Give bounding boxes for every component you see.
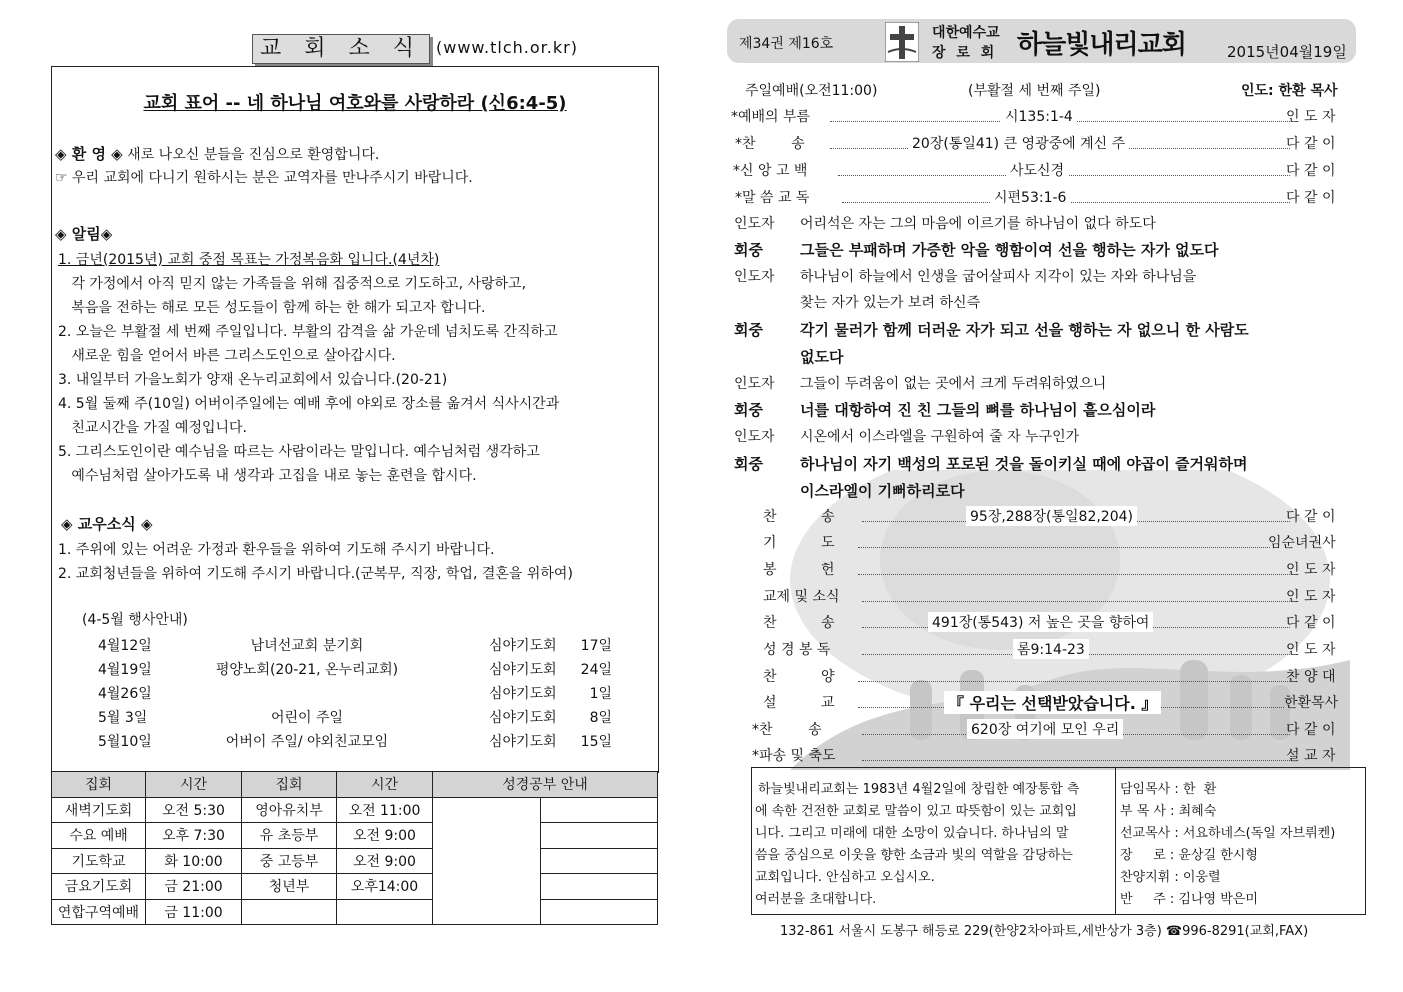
- notice-line: 2. 오늘은 부활절 세 번째 주일입니다. 부활의 감격을 삶 가운데 넘치도록 간직하고: [58, 324, 558, 340]
- table-cell: 오전 5:30: [146, 797, 242, 823]
- reading-role: 회중: [734, 401, 763, 419]
- about-line: 교회입니다. 안심하고 오십시오.: [755, 870, 935, 885]
- table-header: 집회: [242, 772, 337, 798]
- table-cell: 오후 7:30: [146, 823, 242, 849]
- church-motto: 교회 표어 -- 네 하나님 여호와를 사랑하라 (신6:4-5): [143, 93, 567, 114]
- order-item: 620장 여기에 모인 우리: [967, 719, 1123, 739]
- reading-text: 어리석은 자는 그의 마음에 이르기를 하나님이 없다 하도다: [800, 216, 1156, 232]
- table-cell: [242, 899, 337, 925]
- notice-line: 각 가정에서 아직 믿지 않는 가족들을 위해 집중적으로 기도하고, 사랑하고,: [58, 276, 527, 292]
- reading-text: 그들이 두려움이 없는 곳에서 크게 두려워하였으니: [800, 376, 1107, 392]
- order-label: 기 도: [763, 535, 835, 551]
- notice-line: 5. 그리스도인이란 예수님을 따르는 사람이라는 말입니다. 예수님처럼 생각하고: [58, 444, 540, 460]
- staff-line: 부 목 사 : 최혜숙: [1120, 804, 1217, 819]
- order-label: *파송 및 축도: [752, 748, 836, 764]
- reading-role: 인도자: [734, 376, 775, 392]
- event-prayer: 심야기도회: [489, 710, 557, 726]
- order-item: 20장(통일41) 큰 영광중에 계신 주: [908, 133, 1129, 153]
- event-date: 4월19일: [98, 662, 152, 678]
- table-cell: 기도학교: [52, 848, 146, 874]
- reading-text: 찾는 자가 있는가 보려 하신즉: [800, 295, 981, 311]
- order-who: 다 같 이: [1286, 190, 1336, 206]
- meeting-schedule-table: [51, 771, 658, 925]
- order-label: *신 앙 고 백: [733, 163, 808, 179]
- order-who: 다 같 이: [1286, 722, 1336, 738]
- leader-dots: [858, 547, 1270, 548]
- reading-role: 회중: [734, 321, 763, 339]
- staff-line: 찬양지휘 : 이웅렬: [1120, 870, 1221, 885]
- table-header: 집회: [52, 772, 146, 798]
- table-header: 시간: [337, 772, 433, 798]
- order-label: 찬 송: [763, 509, 835, 525]
- staff-line: 선교목사 : 서요하네스(독일 자브뤼켄): [1120, 826, 1336, 841]
- order-label: *찬 송: [752, 722, 822, 738]
- bulletin-date: 2015년04월19일: [1227, 43, 1347, 61]
- order-item: 사도신경: [1006, 160, 1068, 180]
- event-prayer: 심야기도회: [489, 734, 557, 750]
- staff-line: 장 로 : 윤상길 한시형: [1120, 848, 1258, 863]
- event-prayer-date: 24일: [580, 662, 612, 678]
- cross-logo-icon: [885, 22, 919, 62]
- table-cell: 유 초등부: [242, 823, 337, 849]
- order-who: 다 같 이: [1286, 615, 1336, 631]
- about-line: 씀을 중심으로 이웃을 향한 소금과 빛의 역할을 감당하는: [755, 848, 1073, 863]
- order-label: 설 교: [763, 695, 835, 711]
- event-prayer-date: 15일: [580, 734, 612, 750]
- welcome-line: ◈ 환 영 ◈ 새로 나오신 분들을 진심으로 환영합니다.: [55, 145, 380, 163]
- order-who: 설 교 자: [1286, 748, 1336, 764]
- table-cell: 금 21:00: [146, 874, 242, 900]
- bible-study-cell: [433, 797, 541, 925]
- bible-study-cell: [541, 797, 658, 823]
- order-item: 롬9:14-23: [1013, 639, 1089, 659]
- volume-number: 제34권 제16호: [739, 36, 834, 52]
- reading-text: 그들은 부패하며 가증한 악을 행함이여 선을 행하는 자가 없도다: [800, 241, 1219, 259]
- service-leader: 인도: 한환 목사: [1241, 83, 1338, 99]
- table-cell: 금요기도회: [52, 874, 146, 900]
- table-cell: 오전 9:00: [337, 823, 433, 849]
- reading-text: 각기 물러가 함께 더러운 자가 되고 선을 행하는 자 없으니 한 사람도: [800, 321, 1249, 339]
- table-cell: 연합구역예배: [52, 899, 146, 925]
- staff-line: 반 주 : 김나영 박은미: [1120, 892, 1258, 907]
- table-cell: 중 고등부: [242, 848, 337, 874]
- info-divider: [1115, 768, 1116, 914]
- order-label: 성 경 봉 독: [763, 642, 831, 658]
- about-line: 여러분을 초대합니다.: [755, 892, 877, 907]
- notice-line: 3. 내일부터 가을노회가 양재 온누리교회에서 있습니다.(20-21): [58, 372, 448, 388]
- reading-role: 인도자: [734, 429, 775, 445]
- order-who: 찬 양 대: [1286, 669, 1336, 685]
- order-label: *말 씀 교 독: [735, 190, 810, 206]
- order-label: *찬 송: [735, 136, 805, 152]
- event-name: 남녀선교회 분기회: [250, 638, 364, 654]
- order-label: 교제 및 소식: [763, 589, 840, 605]
- reading-text: 이스라엘이 기뻐하리로다: [800, 482, 965, 500]
- reading-role: 인도자: [734, 216, 775, 232]
- table-cell: 금 11:00: [146, 899, 242, 925]
- reading-text: 하나님이 하늘에서 인생을 굽어살피사 지각이 있는 자와 하나님을: [800, 269, 1197, 285]
- order-label: 찬 송: [763, 615, 835, 631]
- table-cell: 새벽기도회: [52, 797, 146, 823]
- event-date: 4월12일: [98, 638, 152, 654]
- denomination-line-2: 장 로 회: [932, 45, 998, 61]
- notice-line: 예수님처럼 살아가도록 내 생각과 고집을 내로 놓는 훈련을 합시다.: [58, 468, 477, 484]
- table-cell: 오전 11:00: [337, 797, 433, 823]
- table-row: [52, 797, 658, 823]
- event-prayer: 심야기도회: [489, 662, 557, 678]
- table-header-row: [52, 772, 658, 798]
- news-box: [51, 66, 659, 773]
- table-cell: 오후14:00: [337, 874, 433, 900]
- about-line: 하늘빛내리교회는 1983년 4월2일에 창립한 예장통합 측: [758, 782, 1080, 797]
- denomination-line-1: 대한예수교: [932, 25, 1000, 41]
- order-item: 시135:1-4: [1001, 106, 1077, 126]
- notice-heading: ◈ 알림◈: [55, 225, 113, 243]
- member-news-heading: ◈ 교우소식 ◈: [61, 515, 153, 533]
- table-row: [52, 874, 658, 900]
- reading-text: 하나님이 자기 백성의 포로된 것을 돌이키실 때에 야곱이 즐거워하며: [800, 455, 1248, 473]
- leader-dots: [858, 574, 1290, 575]
- table-cell: 수요 예배: [52, 823, 146, 849]
- order-who: 다 같 이: [1286, 163, 1336, 179]
- event-date: 5월10일: [98, 734, 152, 750]
- bible-study-cell: [541, 899, 658, 925]
- order-who: 임순녀권사: [1268, 535, 1336, 551]
- order-who: 인 도 자: [1286, 642, 1336, 658]
- bible-study-cell: [541, 848, 658, 874]
- staff-line: 담임목사 : 한 환: [1120, 782, 1217, 797]
- table-cell: [337, 899, 433, 925]
- table-header: 시간: [146, 772, 242, 798]
- member-news-line: 1. 주위에 있는 어려운 가정과 환우들을 위하여 기도해 주시기 바랍니다.: [58, 542, 495, 558]
- event-name: 평양노회(20-21, 온누리교회): [215, 662, 399, 678]
- church-name: 하늘빛내리교회: [1017, 30, 1186, 60]
- event-prayer: 심야기도회: [489, 686, 557, 702]
- table-cell: 청년부: [242, 874, 337, 900]
- reading-role: 회중: [734, 455, 763, 473]
- order-item: 491장(통543) 저 높은 곳을 향하여: [928, 612, 1153, 632]
- event-date: 4월26일: [98, 686, 152, 702]
- order-who: 인 도 자: [1286, 589, 1336, 605]
- bulletin-header: [727, 19, 1356, 63]
- service-time: 주일예배(오전11:00): [745, 83, 878, 99]
- order-item: 시편53:1-6: [990, 187, 1070, 207]
- event-name: 어버이 주일/ 야외친교모임: [225, 734, 389, 750]
- order-who: 인 도 자: [1286, 109, 1336, 125]
- notice-line: 친교시간을 가질 예정입니다.: [58, 420, 247, 436]
- leader-dots: [862, 760, 1290, 761]
- bible-study-cell: [541, 823, 658, 849]
- welcome-note: ☞ 우리 교회에 다니기 원하시는 분은 교역자를 만나주시기 바랍니다.: [55, 170, 473, 186]
- notice-line: 새로운 힘을 얻어서 바른 그리스도인으로 살아갑시다.: [58, 348, 396, 364]
- leader-dots: [858, 681, 1290, 682]
- sermon-title: 『 우리는 선택받았습니다. 』: [944, 691, 1161, 714]
- table-cell: 오전 9:00: [337, 848, 433, 874]
- event-name: 어린이 주일: [270, 710, 344, 726]
- church-address: 132-861 서울시 도봉구 해등로 229(한양2차아파트,세반상가 3층) ☎996-8291(교회,FAX): [780, 924, 1309, 939]
- bible-study-cell: [541, 874, 658, 900]
- event-prayer-date: 17일: [580, 638, 612, 654]
- reading-text: 시온에서 이스라엘을 구원하여 줄 자 누구인가: [800, 429, 1080, 445]
- order-who: 한환목사: [1284, 695, 1339, 711]
- reading-text: 너를 대항하여 진 친 그들의 뼈를 하나님이 흩으심이라: [800, 401, 1156, 419]
- table-row: [52, 823, 658, 849]
- table-row: [52, 848, 658, 874]
- notice-line: 복음을 전하는 해로 모든 성도들이 함께 하는 한 해가 되고자 합니다.: [58, 300, 486, 316]
- order-who: 다 같 이: [1286, 509, 1336, 525]
- order-who: 인 도 자: [1286, 562, 1336, 578]
- order-who: 다 같 이: [1286, 136, 1336, 152]
- event-prayer: 심야기도회: [489, 638, 557, 654]
- table-row: [52, 899, 658, 925]
- notice-line: 1. 금년(2015년) 교회 중점 목표는 가정복음화 입니다.(4년차): [58, 252, 440, 268]
- service-week: (부활절 세 번째 주일): [968, 83, 1101, 99]
- events-heading: (4-5월 행사안내): [82, 612, 188, 628]
- church-info-box: [751, 767, 1366, 915]
- reading-text: 없도다: [800, 348, 844, 366]
- church-url[interactable]: (www.tlch.or.kr): [436, 38, 578, 57]
- reading-role: 회중: [734, 241, 763, 259]
- news-title: 교 회 소 식: [252, 34, 430, 64]
- notice-line: 4. 5월 둘째 주(10일) 어버이주일에는 예배 후에 야외로 장소를 옮겨서 식사시간과: [58, 396, 560, 412]
- event-prayer-date: 1일: [589, 686, 612, 702]
- order-item: 95장,288장(통일82,204): [966, 506, 1137, 526]
- order-label: 찬 양: [763, 669, 835, 685]
- table-cell: 영아유치부: [242, 797, 337, 823]
- table-cell: 화 10:00: [146, 848, 242, 874]
- event-date: 5월 3일: [98, 710, 148, 726]
- about-line: 니다. 그리고 미래에 대한 소망이 있습니다. 하나님의 말: [755, 826, 1069, 841]
- event-prayer-date: 8일: [589, 710, 612, 726]
- order-label: 봉 헌: [763, 562, 835, 578]
- order-label: *예배의 부름: [731, 109, 811, 125]
- leader-dots: [862, 601, 1290, 602]
- member-news-line: 2. 교회청년들을 위하여 기도해 주시기 바랍니다.(군복무, 직장, 학업, 결혼을 위하여): [58, 566, 573, 582]
- table-header: 성경공부 안내: [433, 772, 658, 798]
- about-line: 에 속한 건전한 교회로 말씀이 있고 따뜻함이 있는 교회입: [755, 804, 1077, 819]
- reading-role: 인도자: [734, 269, 775, 285]
